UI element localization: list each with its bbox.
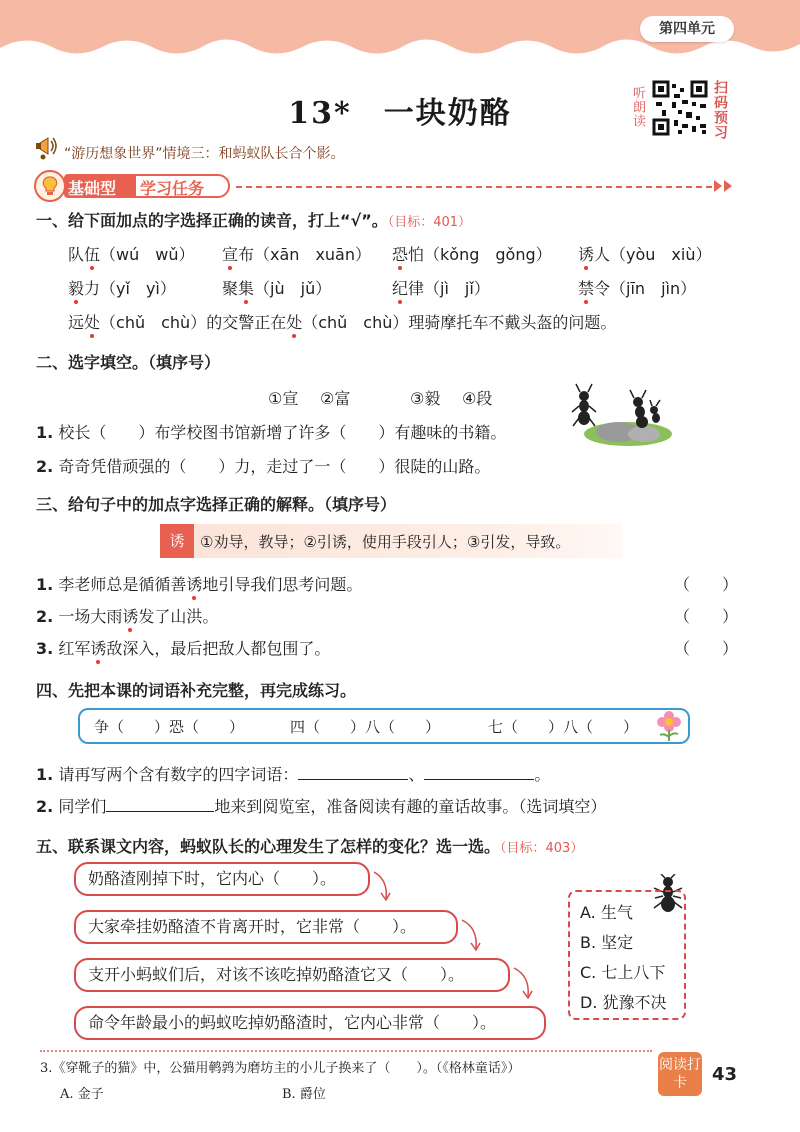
- dotted-char: 诱: [186, 572, 202, 595]
- page-number: 43: [712, 1064, 738, 1085]
- qr-code-icon[interactable]: [652, 80, 708, 136]
- word-fill-3[interactable]: 七（ ）八（ ）: [488, 718, 639, 736]
- stage-pill-2[interactable]: 大家牵挂奶酪渣不肯离开时，它非常（ ）。: [74, 910, 458, 944]
- option-b: B. 坚定: [580, 933, 634, 952]
- dotted-char: 纪: [392, 276, 408, 299]
- stage-pill-3[interactable]: 支开小蚂蚁们后，对该不该吃掉奶酪渣它又（ ）。: [74, 958, 510, 992]
- dictionary-definitions: ①劝导，教导；②引诱，使用手段引人；③引发，导致。: [200, 533, 571, 551]
- dictionary-char: 诱: [160, 524, 194, 558]
- stage-pill-4[interactable]: 命令年龄最小的蚂蚁吃掉奶酪渣时，它内心非常（ ）。: [74, 1006, 546, 1040]
- s4-heading: 四、先把本课的词语补充完整，再完成练习。: [36, 681, 357, 700]
- s1-item-youren: 诱人（yòu xiù）: [578, 242, 712, 265]
- dotted-char: 处: [84, 310, 100, 333]
- dotted-char: 禁: [578, 276, 594, 299]
- dotted-char: 处: [286, 310, 302, 333]
- flower-icon: [654, 710, 684, 742]
- s1-item-row3: 远处（chǔ chù）的交警正在处（chǔ chù）理骑摩托车不戴头盔的问题。: [68, 310, 616, 333]
- s1-item-yili: 毅力（yǐ yì）: [68, 276, 176, 299]
- s3-heading: 三、给句子中的加点字选择正确的解释。（填序号）: [36, 495, 397, 514]
- s3-answer-1[interactable]: （ ）: [674, 575, 739, 594]
- banner-dashed-line: [236, 186, 712, 188]
- s5-goal: （目标：403）: [500, 841, 584, 856]
- s2-option-2: ②富: [320, 389, 351, 408]
- s2-option-3: ③毅: [410, 389, 441, 408]
- flow-arrows: [366, 866, 566, 1016]
- option-a: A. 生气: [580, 903, 633, 922]
- s1-heading: 一、给下面加点的字选择正确的读音，打上“√”。（目标：401）: [36, 211, 472, 230]
- s3-answer-3[interactable]: （ ）: [674, 639, 739, 658]
- s2-option-4: ④段: [462, 389, 493, 408]
- megaphone-icon: [34, 133, 60, 161]
- s4-question-2: 2. 同学们 地来到阅览室，准备阅读有趣的童话故事。（选词填空）: [36, 797, 607, 816]
- footer-divider: [40, 1050, 652, 1052]
- s3-question-2: 2. 一场大雨诱发了山洪。: [36, 604, 218, 627]
- banner-part2: 学习任务: [140, 179, 205, 198]
- unit-tag: 第四单元: [640, 16, 734, 42]
- footer-option-a: A. 金子: [60, 1087, 104, 1102]
- lightbulb-icon: [34, 170, 66, 202]
- scenario-text: “游历想象世界”情境三：和蚂蚁队长合个影。: [64, 146, 345, 162]
- dotted-char: 伍: [84, 242, 100, 265]
- scan-preview-label: 扫码预习: [712, 80, 728, 140]
- reading-checkin-badge: 阅读打卡: [658, 1052, 702, 1096]
- s3-answer-2[interactable]: （ ）: [674, 607, 739, 626]
- answer-blank-1[interactable]: [298, 763, 408, 780]
- s3-question-3: 3. 红军诱敌深入，最后把敌人都包围了。: [36, 636, 330, 659]
- dotted-char: 宣: [222, 242, 238, 265]
- s5-heading: 五、联系课文内容，蚂蚁队长的心理发生了怎样的变化？选一选。（目标：403）: [36, 837, 584, 856]
- s1-item-jilv: 纪律（jì jǐ）: [392, 276, 490, 299]
- s1-item-juji: 聚集（jù jǔ）: [222, 276, 331, 299]
- s3-question-1: 1. 李老师总是循循善诱地引导我们思考问题。: [36, 572, 362, 595]
- stage-pill-1[interactable]: 奶酪渣刚掉下时，它内心（ ）。: [74, 862, 370, 896]
- dotted-char: 诱: [122, 604, 138, 627]
- dotted-char: 毅: [68, 276, 84, 299]
- s2-question-1: 1. 校长（ ）布学校图书馆新增了许多（ ）有趣味的书籍。: [36, 423, 507, 442]
- dotted-char: 诱: [90, 636, 106, 659]
- footer-option-b: B. 爵位: [282, 1087, 326, 1102]
- banner-part1: 基础型: [68, 179, 117, 198]
- ants-on-rock-illustration: [568, 376, 674, 448]
- s1-item-duiwu: 队伍（wú wǔ）: [68, 242, 195, 265]
- dotted-char: 诱: [578, 242, 594, 265]
- s1-item-kongpa: 恐怕（kǒng gǒng）: [392, 242, 552, 265]
- s1-goal: （目标：401）: [387, 215, 472, 230]
- s2-question-2: 2. 奇奇凭借顽强的（ ）力，走过了一（ ）很陡的山路。: [36, 457, 491, 476]
- footer-question: 3.《穿靴子的猫》中，公猫用鹌鹑为磨坊主的小儿子换来了（ ）。（《格林童话》）: [40, 1061, 521, 1076]
- banner-arrow-icon: [712, 178, 736, 194]
- answer-blank-3[interactable]: [106, 795, 214, 812]
- lesson-title: 13* 一块奶酪: [288, 96, 512, 131]
- dotted-char: 恐: [392, 242, 408, 265]
- s1-item-xuanbu: 宣布（xān xuān）: [222, 242, 371, 265]
- listen-label: 听朗读: [630, 86, 645, 128]
- word-fill-1[interactable]: 争（ ）恐（ ）: [94, 718, 245, 736]
- answer-blank-2[interactable]: [424, 763, 534, 780]
- s2-option-1: ①宣: [268, 389, 299, 408]
- s1-item-jinling: 禁令（jīn jìn）: [578, 276, 696, 299]
- s2-heading: 二、选字填空。（填序号）: [36, 353, 221, 372]
- dotted-char: 集: [238, 276, 254, 299]
- option-d: D. 犹豫不决: [580, 993, 667, 1012]
- word-fill-2[interactable]: 四（ ）八（ ）: [290, 718, 441, 736]
- option-c: C. 七上八下: [580, 963, 666, 982]
- s4-question-1: 1. 请再写两个含有数字的四字词语： 、 。: [36, 765, 551, 784]
